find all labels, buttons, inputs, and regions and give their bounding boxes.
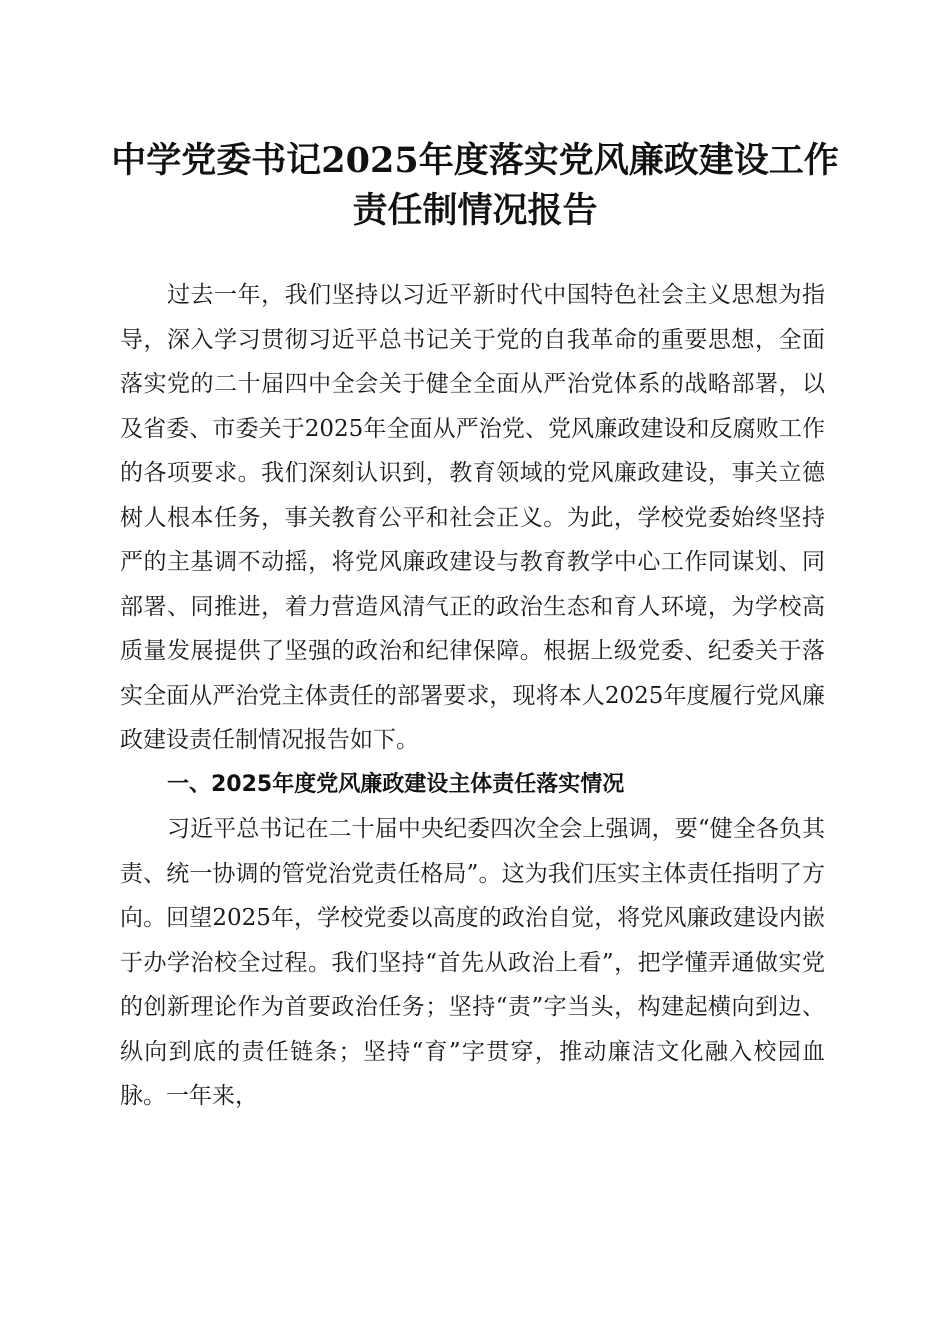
section-heading: 一、2025年度党风廉政建设主体责任落实情况 [167,771,625,797]
intro-paragraph: 过去一年，我们坚持以习近平新时代中国特色社会主义思想为指导，深入学习贯彻习近平总书记关于党的自我革命的重要思想，全面落实党的二十届四中全会关于健全全面从严治党体系的战略部署，以及省委、市委关于2025年全面从严治党、党风廉政建设和反腐败工作的各项要求。我们深刻认识到，教育领域的党风廉政建设，事关立德树人根本任务，事关教育公平和社会正义。为此，学校党委始终坚持严的主基调不动摇，将党风廉政建设与教育教学中心工作同谋划、同部署、同推进，着力营造风清气正的政治生态和育人环境，为学校高质量发展提供了坚强的政治和纪律保障。根据上级党委、纪委关于落实全面从严治党主体责任的部署要求，现将本人2025年度履行党风廉政建设责任制情况报告如下。 [120,282,825,753]
document-body [120,273,825,1119]
document-title: 中学党委书记2025年度落实党风廉政建设工作责任制情况报告 [111,140,839,231]
section-paragraph: 习近平总书记在二十届中央纪委四次全会上强调，要“健全各负其责、统一协调的管党治党责任格局”。这为我们压实主体责任指明了方向。回望2025年，学校党委以高度的政治自觉，将党风廉政建设内嵌于办学治校全过程。我们坚持“首先从政治上看”，把学懂弄通做实党的创新理论作为首要政治任务；坚持“责”字当头，构建起横向到边、纵向到底的责任链条；坚持“育”字贯穿，推动廉洁文化融入校园血脉。一年来， [120,816,825,1109]
